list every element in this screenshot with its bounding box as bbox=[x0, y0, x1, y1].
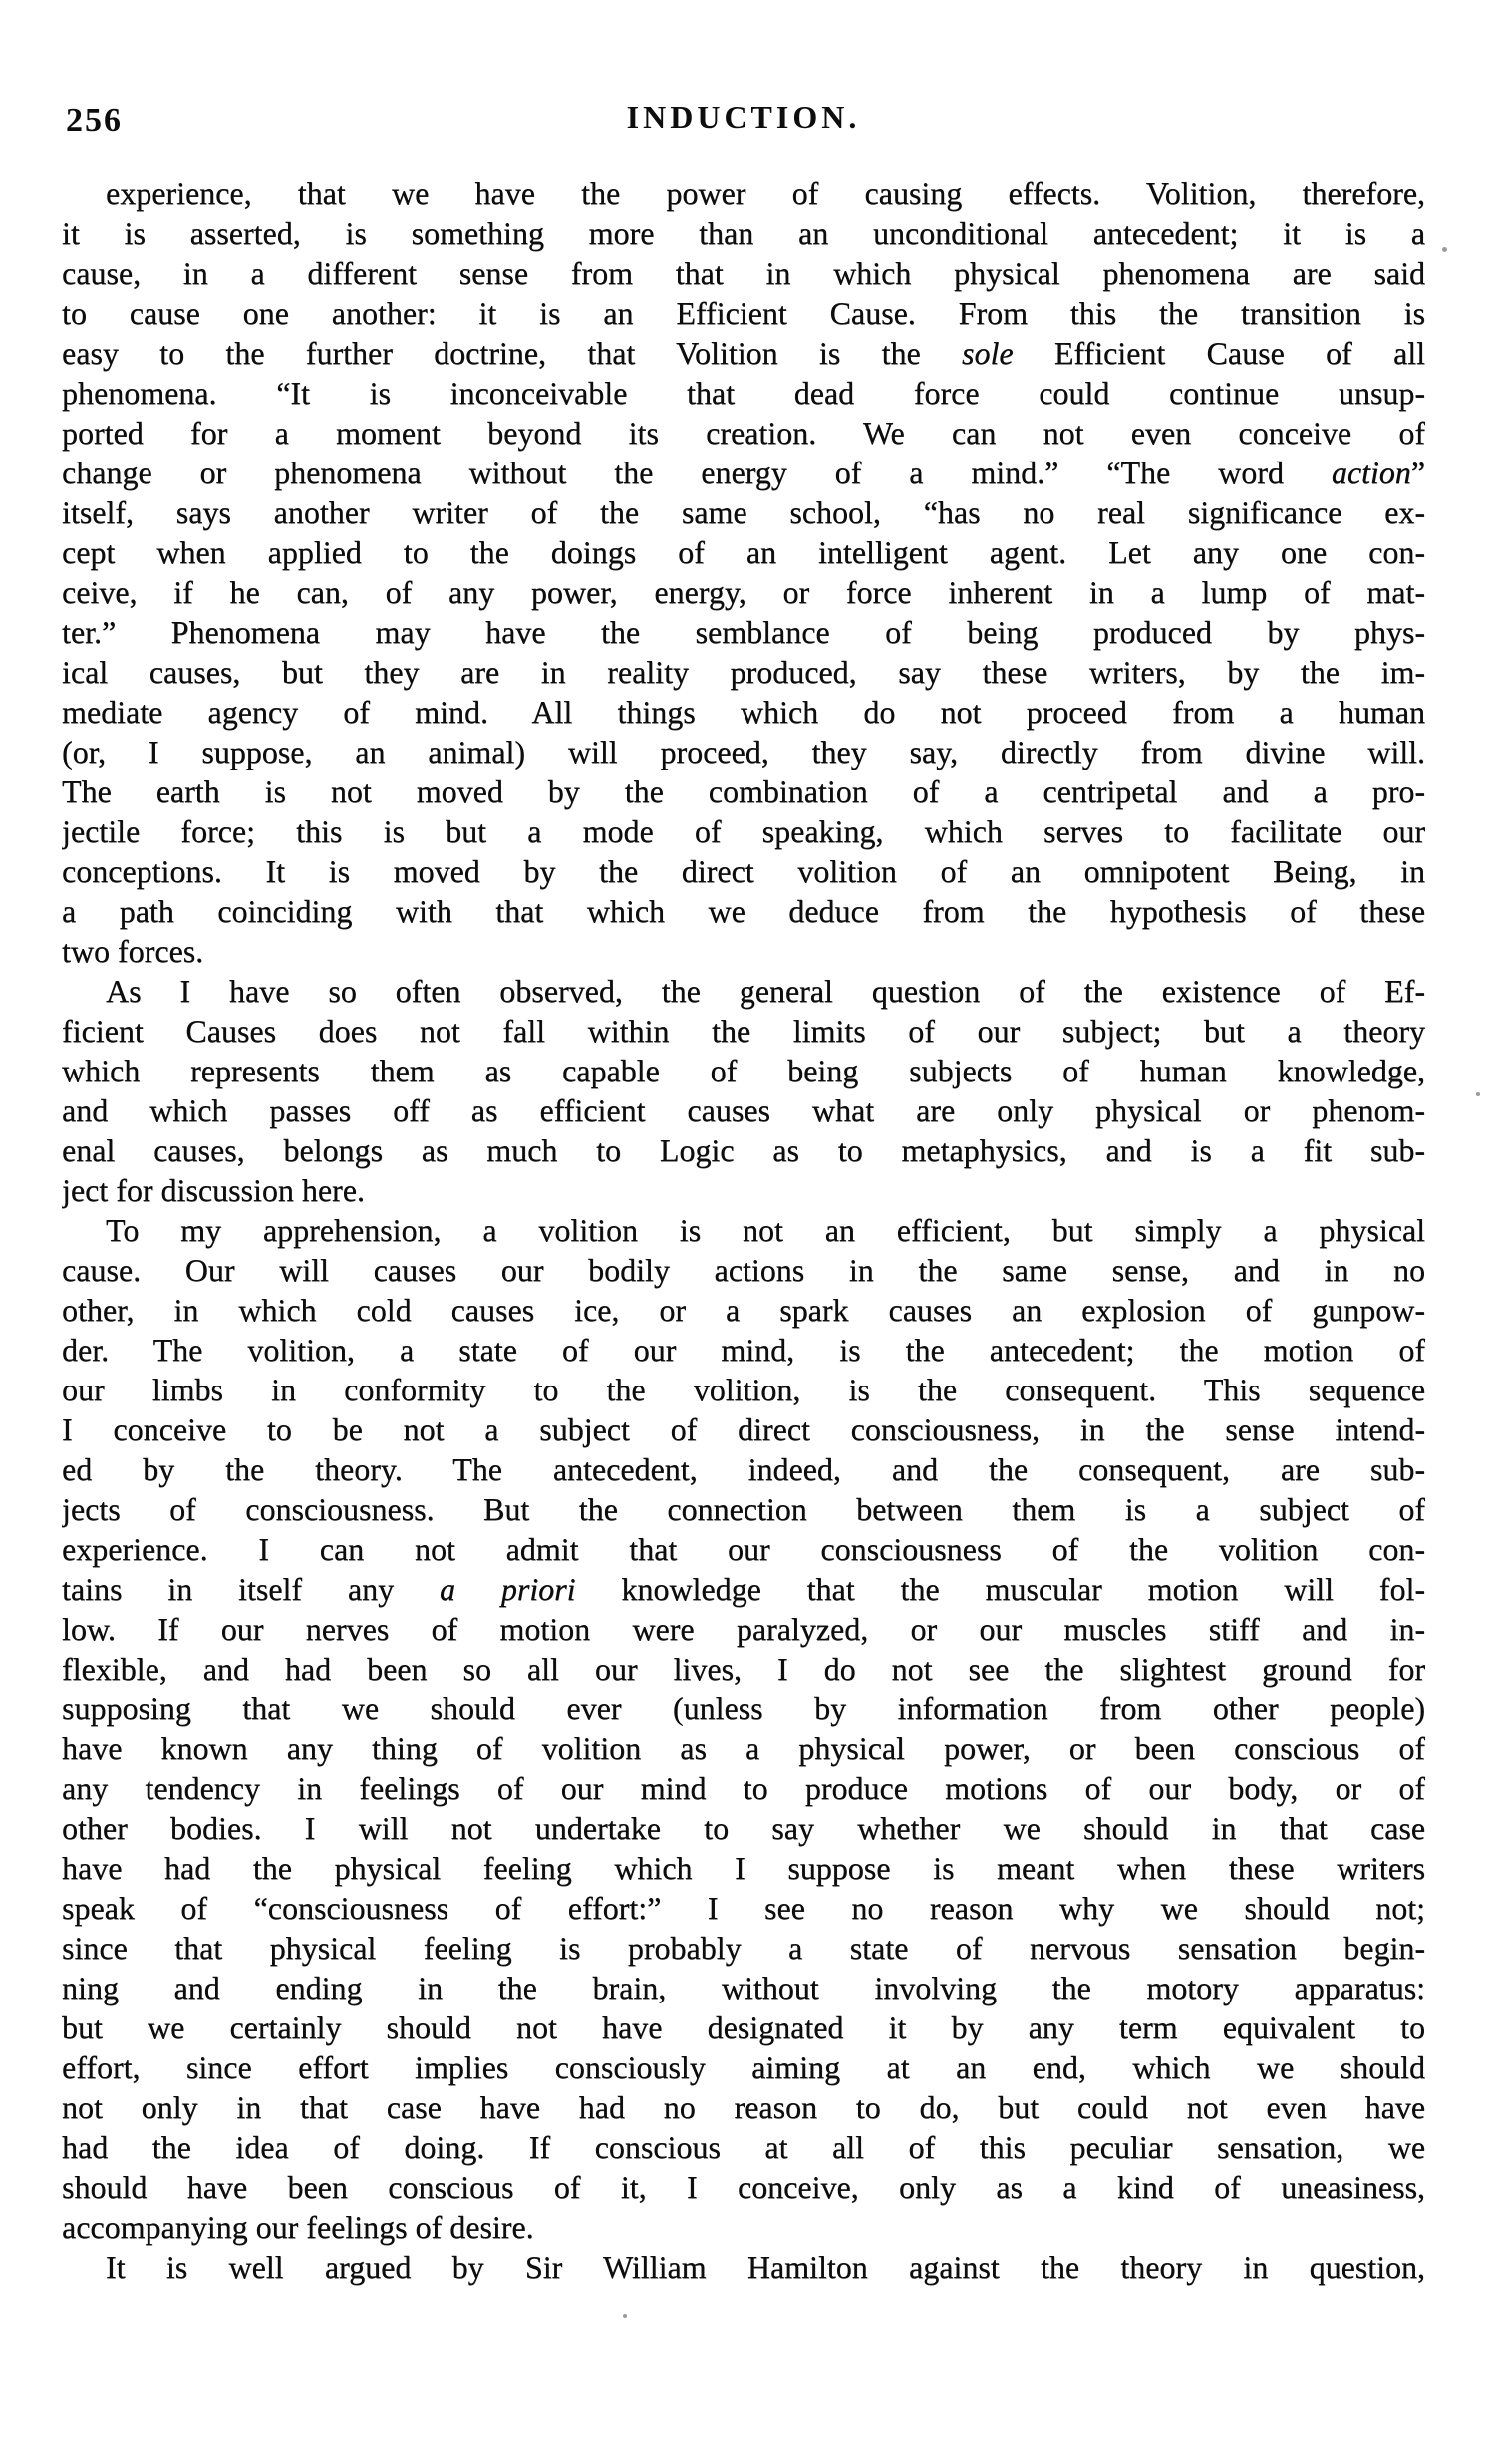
text-segment: der. The volition, a state of our mind, is the antecedent; the motion of bbox=[62, 1332, 1425, 1368]
text-segment: ceive, if he can, of any power, energy, or force inherent in a lump of mat- bbox=[62, 574, 1425, 610]
text-line bbox=[62, 1768, 1425, 1808]
text-segment: tains in itself any bbox=[62, 1571, 440, 1607]
text-line bbox=[62, 1250, 1425, 1290]
scan-speck bbox=[1442, 247, 1447, 252]
text-line bbox=[62, 253, 1425, 293]
text-line bbox=[62, 1449, 1425, 1489]
text-line bbox=[62, 1210, 1425, 1250]
italic-text: action bbox=[1331, 455, 1411, 490]
text-segment: (or, I suppose, an animal) will proceed, they say, directly from divine will. bbox=[62, 734, 1425, 770]
text-line bbox=[62, 2127, 1425, 2167]
text-line bbox=[62, 373, 1425, 413]
text-line bbox=[62, 1130, 1425, 1170]
text-segment: I conceive to be not a subject of direct consciousness, in the sense intend- bbox=[62, 1411, 1425, 1447]
text-segment: low. If our nerves of motion were paralyzed, or our muscles stiff and in- bbox=[62, 1611, 1425, 1647]
text-line bbox=[62, 572, 1425, 612]
text-line bbox=[62, 213, 1425, 253]
text-segment: have had the physical feeling which I suppose is meant when these writers bbox=[62, 1850, 1425, 1886]
text-segment: it is asserted, is something more than an unconditional antecedent; it is a bbox=[62, 215, 1425, 251]
text-line bbox=[62, 2247, 1425, 2287]
text-line bbox=[62, 851, 1425, 891]
paragraph bbox=[62, 173, 1425, 971]
text-segment: knowledge that the muscular motion will fol- bbox=[575, 1571, 1425, 1607]
text-segment: easy to the further doctrine, that Volition is the bbox=[62, 335, 962, 371]
text-segment: ical causes, but they are in reality produced, say these writers, by the im- bbox=[62, 654, 1425, 690]
text-line bbox=[62, 173, 1425, 213]
text-line bbox=[62, 1968, 1425, 2007]
paragraph bbox=[62, 2247, 1425, 2287]
text-segment: had the idea of doing. If conscious at all of this peculiar sensation, we bbox=[62, 2129, 1425, 2165]
text-segment: It is well argued by Sir William Hamilton against the theory in question, bbox=[106, 2249, 1425, 2285]
text-line bbox=[62, 732, 1425, 771]
text-line bbox=[62, 931, 1425, 971]
text-segment: cept when applied to the doings of an intelligent agent. Let any one con- bbox=[62, 534, 1425, 570]
text-line bbox=[62, 1090, 1425, 1130]
text-line bbox=[62, 1808, 1425, 1848]
running-head-title: INDUCTION. bbox=[626, 99, 861, 135]
text-segment: other, in which cold causes ice, or a spark causes an explosion of gunpow- bbox=[62, 1292, 1425, 1328]
text-line bbox=[62, 1609, 1425, 1649]
text-segment: have known any thing of volition as a physical power, or been conscious of bbox=[62, 1730, 1425, 1766]
text-segment: mediate agency of mind. All things which do not proceed from a human bbox=[62, 694, 1425, 730]
paragraph bbox=[62, 971, 1425, 1210]
text-segment: ter.” Phenomena may have the semblance of being produced by phys- bbox=[62, 614, 1425, 650]
text-segment: which represents them as capable of being subjects of human knowledge, bbox=[62, 1053, 1425, 1088]
text-segment: two forces. bbox=[62, 933, 204, 969]
text-segment: ning and ending in the brain, without involving the motory apparatus: bbox=[62, 1970, 1425, 2005]
text-segment: supposing that we should ever (unless by information from other people) bbox=[62, 1691, 1425, 1726]
text-segment: a path coinciding with that which we deduce from the hypothesis of these bbox=[62, 893, 1425, 929]
text-segment: ficient Causes does not fall within the limits of our subject; but a theory bbox=[62, 1013, 1425, 1049]
paragraph bbox=[62, 1210, 1425, 2247]
scan-speck bbox=[1476, 1092, 1480, 1096]
text-line bbox=[62, 1370, 1425, 1409]
text-line bbox=[62, 1689, 1425, 1728]
text-segment: should have been conscious of it, I conceive, only as a kind of uneasiness, bbox=[62, 2169, 1425, 2205]
italic-text: a priori bbox=[439, 1571, 576, 1607]
text-segment: conceptions. It is moved by the direct volition of an omnipotent Being, in bbox=[62, 853, 1425, 889]
text-segment: As I have so often observed, the general question of the existence of Ef- bbox=[106, 973, 1425, 1009]
text-line bbox=[62, 1649, 1425, 1689]
text-segment: jectile force; this is but a mode of speaking, which serves to facilitate our bbox=[62, 813, 1425, 849]
page-header-row bbox=[62, 99, 1425, 145]
text-segment: ed by the theory. The antecedent, indeed, and the consequent, are sub- bbox=[62, 1451, 1425, 1487]
page-number: 256 bbox=[66, 102, 123, 139]
text-line bbox=[62, 652, 1425, 692]
text-line bbox=[62, 1051, 1425, 1090]
text-segment: speak of “consciousness of effort:” I see no reason why we should not; bbox=[62, 1890, 1425, 1926]
text-line bbox=[62, 891, 1425, 931]
text-line bbox=[62, 1290, 1425, 1330]
text-line bbox=[62, 1409, 1425, 1449]
text-line bbox=[62, 2207, 1425, 2247]
text-segment: Efficient Cause of all bbox=[1013, 335, 1425, 371]
text-line bbox=[62, 1888, 1425, 1928]
text-line bbox=[62, 1728, 1425, 1768]
text-segment: our limbs in conformity to the volition, is the consequent. This sequence bbox=[62, 1372, 1425, 1407]
text-line bbox=[62, 492, 1425, 532]
text-line bbox=[62, 1928, 1425, 1968]
text-segment: effort, since effort implies consciously aiming at an end, which we should bbox=[62, 2049, 1425, 2085]
text-segment: since that physical feeling is probably a state of nervous sensation begin- bbox=[62, 1930, 1425, 1966]
text-line bbox=[62, 2007, 1425, 2047]
scan-speck bbox=[623, 2314, 627, 2318]
text-line bbox=[62, 612, 1425, 652]
text-segment: ” bbox=[1410, 455, 1425, 490]
text-segment: jects of consciousness. But the connection between them is a subject of bbox=[62, 1491, 1425, 1527]
text-segment: experience. I can not admit that our consciousness of the volition con- bbox=[62, 1531, 1425, 1567]
text-line bbox=[62, 293, 1425, 333]
text-segment: experience, that we have the power of causing effects. Volition, therefore, bbox=[106, 175, 1425, 211]
text-segment: other bodies. I will not undertake to say whether we should in that case bbox=[62, 1810, 1425, 1846]
text-segment: but we certainly should not have designated it by any term equivalent to bbox=[62, 2009, 1425, 2045]
text-segment: accompanying our feelings of desire. bbox=[62, 2209, 534, 2245]
text-line bbox=[62, 532, 1425, 572]
text-segment: to cause one another: it is an Efficient Cause. From this the transition is bbox=[62, 295, 1425, 331]
text-segment: ject for discussion here. bbox=[62, 1172, 365, 1208]
text-line bbox=[62, 1011, 1425, 1051]
text-segment: not only in that case have had no reason to do, but could not even have bbox=[62, 2089, 1425, 2125]
italic-text: sole bbox=[962, 335, 1014, 371]
text-line bbox=[62, 1569, 1425, 1609]
text-line bbox=[62, 1848, 1425, 1888]
text-line bbox=[62, 2087, 1425, 2127]
text-segment: phenomena. “It is inconceivable that dead force could continue unsup- bbox=[62, 375, 1425, 411]
text-line bbox=[62, 1330, 1425, 1370]
text-segment: ported for a moment beyond its creation. We can not even conceive of bbox=[62, 415, 1425, 451]
text-segment: enal causes, belongs as much to Logic as to metaphysics, and is a fit sub- bbox=[62, 1132, 1425, 1168]
text-line bbox=[62, 413, 1425, 453]
text-segment: To my apprehension, a volition is not an efficient, but simply a physical bbox=[106, 1212, 1425, 1248]
text-segment: cause. Our will causes our bodily actions in the same sense, and in no bbox=[62, 1252, 1425, 1288]
text-line bbox=[62, 1170, 1425, 1210]
text-line bbox=[62, 333, 1425, 373]
text-line bbox=[62, 453, 1425, 492]
text-line bbox=[62, 2047, 1425, 2087]
text-segment: flexible, and had been so all our lives, I do not see the slightest ground for bbox=[62, 1651, 1425, 1687]
text-line bbox=[62, 971, 1425, 1011]
text-segment: The earth is not moved by the combination of a centripetal and a pro- bbox=[62, 773, 1425, 809]
text-line bbox=[62, 1489, 1425, 1529]
text-segment: and which passes off as efficient causes what are only physical or phenom- bbox=[62, 1092, 1425, 1128]
text-block bbox=[62, 173, 1425, 2287]
text-segment: change or phenomena without the energy of a mind.” “The word bbox=[62, 455, 1332, 490]
text-line bbox=[62, 811, 1425, 851]
text-segment: cause, in a different sense from that in which physical phenomena are said bbox=[62, 255, 1425, 291]
text-segment: itself, says another writer of the same school, “has no real significance ex- bbox=[62, 494, 1425, 530]
text-segment: any tendency in feelings of our mind to produce motions of our body, or of bbox=[62, 1770, 1425, 1806]
text-line bbox=[62, 771, 1425, 811]
text-line bbox=[62, 2167, 1425, 2207]
text-line bbox=[62, 692, 1425, 732]
text-line bbox=[62, 1529, 1425, 1569]
